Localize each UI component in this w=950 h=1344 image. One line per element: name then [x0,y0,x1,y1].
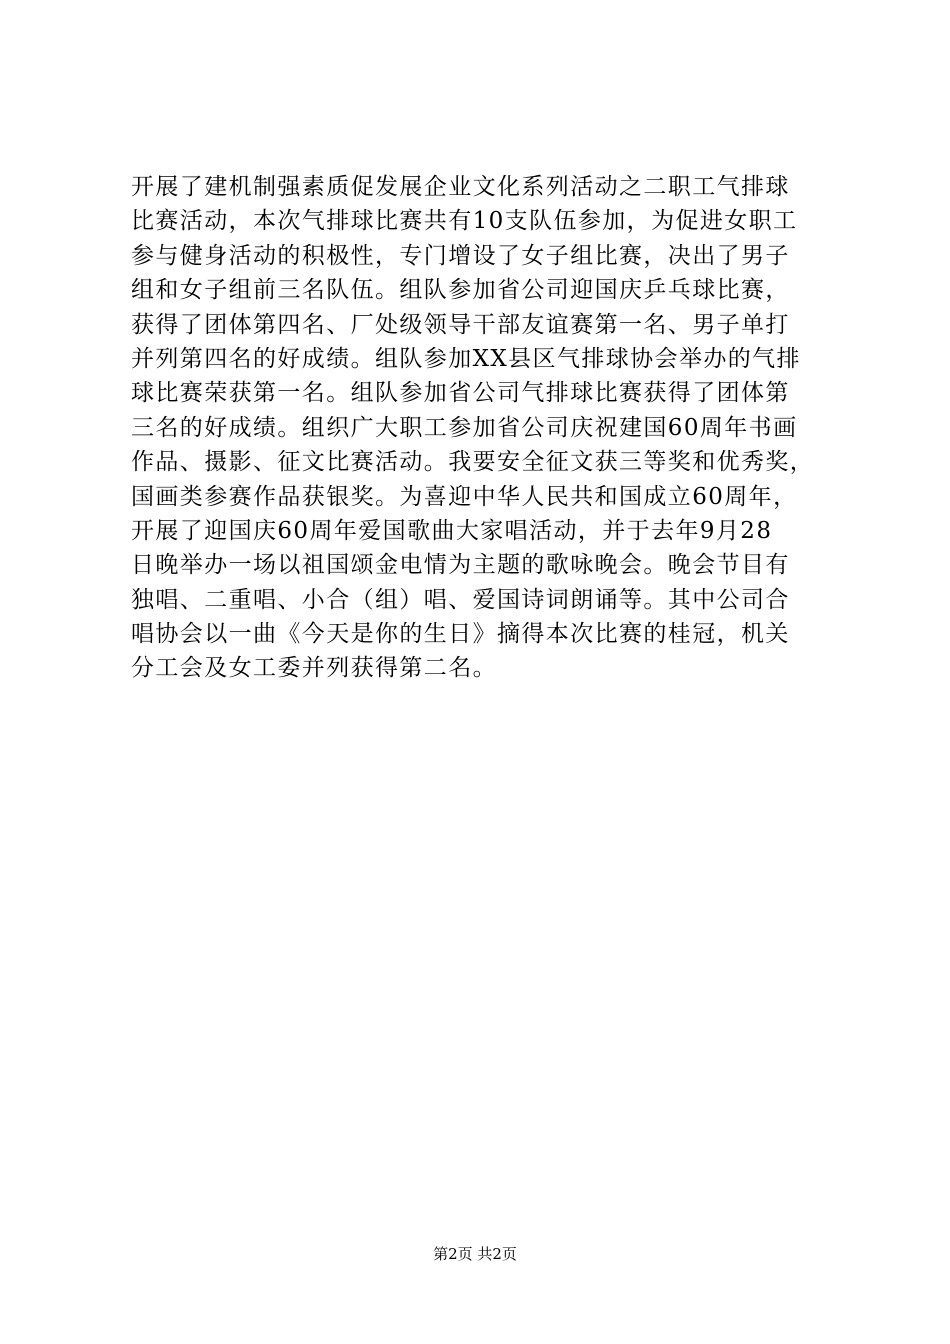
paragraph-line: 获得了团体第四名、厂处级领导干部友谊赛第一名、男子单打 [131,311,790,338]
paragraph-line: 并列第四名的好成绩。组队参加XX县区气排球协会举办的气排 [131,345,801,372]
paragraph-line: 三名的好成绩。组织广大职工参加省公司庆祝建国60周年书画 [131,414,798,441]
paragraph-line: 参与健身活动的积极性，专门增设了女子组比赛，决出了男子 [131,242,790,269]
paragraph-line: 开展了建机制强素质促发展企业文化系列活动之二职工气排球 [131,174,790,200]
paragraph-line: 国画类参赛作品获银奖。为喜迎中华人民共和国成立60周年， [131,483,798,510]
page-footer [0,1242,950,1266]
paragraph-line: 球比赛荣获第一名。组队参加省公司气排球比赛获得了团体第 [131,380,790,407]
paragraph-line: 唱协会以一曲《今天是你的生日》摘得本次比赛的桂冠，机关 [131,621,790,648]
paragraph-line: 作品、摄影、征文比赛活动。我要安全征文获三等奖和优秀奖， [131,449,815,476]
paragraph-line: 分工会及女工委并列获得第二名。 [131,655,497,682]
paragraph-line: 比赛活动，本次气排球比赛共有10支队伍参加，为促进女职工 [131,208,798,235]
paragraph-line: 独唱、二重唱、小合（组）唱、爱国诗词朗诵等。其中公司合 [131,586,790,613]
paragraph-line: 开展了迎国庆60周年爱国歌曲大家唱活动，并于去年9月28 [131,517,773,544]
paragraph-line: 组和女子组前三名队伍。组队参加省公司迎国庆乒乓球比赛， [131,277,790,304]
body-paragraph [131,170,851,686]
paragraph-line: 日晚举办一场以祖国颂金电情为主题的歌咏晚会。晚会节目有 [131,552,790,579]
page-number: 第2页 共2页 [433,1245,517,1263]
